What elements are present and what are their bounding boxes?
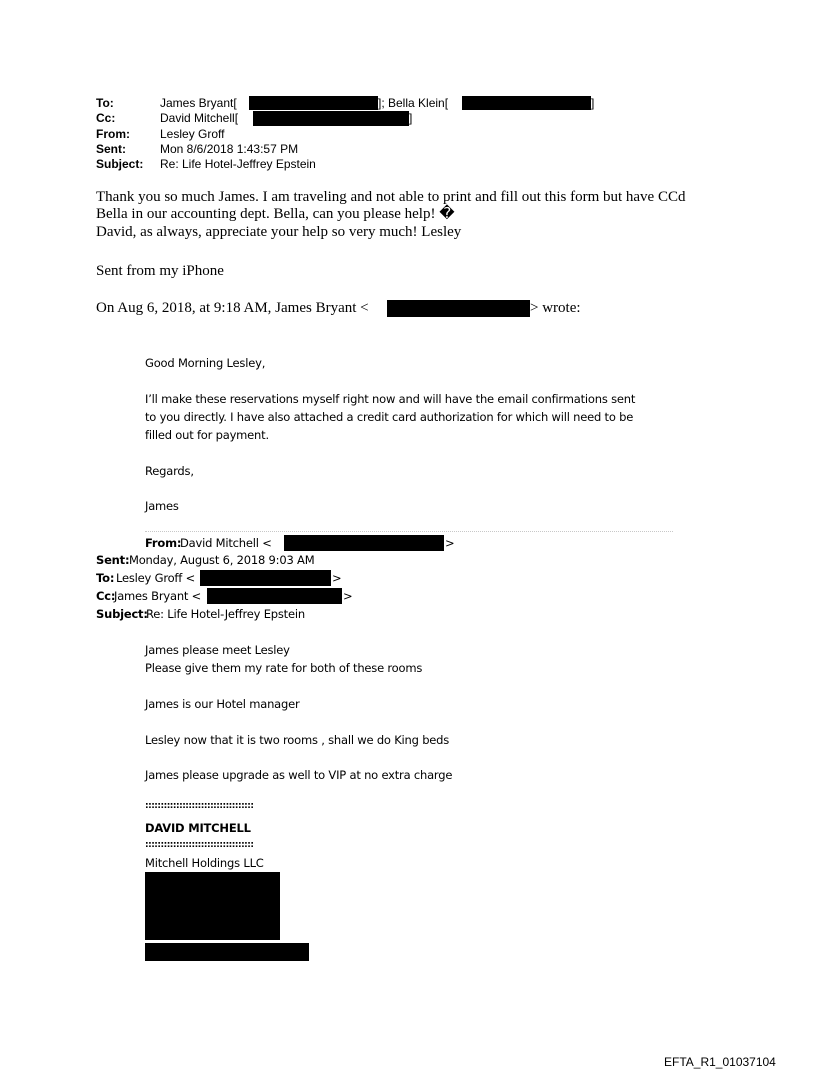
to-value-bella: ]; Bella Klein[ <box>378 96 449 110</box>
james-greeting: Good Morning Lesley, <box>145 356 266 370</box>
to-value-end: ] <box>591 96 595 110</box>
fwd-to-label: To: <box>96 571 115 585</box>
reply-line-2: Bella in our accounting dept. Bella, can you please help! � <box>96 206 455 222</box>
redaction-box <box>387 300 530 317</box>
fwd-from-value: David Mitchell < <box>180 536 272 550</box>
fwd-cc-end: > <box>343 589 353 603</box>
fwd-subject-label: Subject: <box>96 607 148 621</box>
to-value-james: James Bryant[ <box>160 96 237 110</box>
james-para-line-3: filled out for payment. <box>145 428 269 442</box>
quote-intro-end: > wrote: <box>530 300 581 316</box>
fwd-from-end: > <box>445 536 455 550</box>
fwd-sent-value: Monday, August 6, 2018 9:03 AM <box>129 553 315 567</box>
cc-value-end: ] <box>409 111 413 125</box>
david-line-2: Please give them my rate for both of these rooms <box>145 661 423 675</box>
divider <box>145 531 673 532</box>
redaction-box <box>207 588 342 604</box>
from-value: Lesley Groff <box>160 127 225 141</box>
redaction-box <box>145 943 309 961</box>
david-line-4: Lesley now that it is two rooms , shall we do King beds <box>145 733 450 747</box>
james-name: James <box>145 499 179 513</box>
david-line-1: James please meet Lesley <box>145 643 290 657</box>
sent-value: Mon 8/6/2018 1:43:57 PM <box>160 142 299 156</box>
redaction-box <box>253 111 409 126</box>
signature-company: Mitchell Holdings LLC <box>145 856 264 870</box>
cc-value-david: David Mitchell[ <box>160 111 239 125</box>
james-para-line-2: to you directly. I have also attached a credit card authorization for which will need to be <box>145 410 634 424</box>
david-line-5: James please upgrade as well to VIP at no extra charge <box>145 768 453 782</box>
redaction-box <box>284 535 444 551</box>
james-para-line-1: I’ll make these reservations myself right now and will have the email confirmations sent <box>145 392 636 406</box>
fwd-cc-label: Cc: <box>96 589 116 603</box>
cc-label: Cc: <box>96 111 116 125</box>
document-id: EFTA_R1_01037104 <box>664 1055 776 1069</box>
subject-label: Subject: <box>96 157 144 171</box>
quote-intro: On Aug 6, 2018, at 9:18 AM, James Bryant < <box>96 300 369 316</box>
fwd-subject-value: Re: Life Hotel-Jeffrey Epstein <box>146 607 305 621</box>
redaction-box <box>462 96 591 110</box>
james-closing: Regards, <box>145 464 194 478</box>
signature-dots-bottom: ::::::::::::::::::::::::::::::::::: <box>145 840 254 850</box>
fwd-to-value: Lesley Groff < <box>116 571 196 585</box>
sent-from-iphone: Sent from my iPhone <box>96 263 224 279</box>
reply-line-3: David, as always, appreciate your help so very much! Lesley <box>96 224 462 240</box>
signature-dots-top: ::::::::::::::::::::::::::::::::::: <box>145 801 254 811</box>
signature-name: DAVID MITCHELL <box>145 821 251 835</box>
subject-value: Re: Life Hotel-Jeffrey Epstein <box>160 157 316 171</box>
redaction-box <box>200 570 331 586</box>
fwd-to-end: > <box>332 571 342 585</box>
sent-label: Sent: <box>96 142 126 156</box>
fwd-sent-label: Sent: <box>96 553 130 567</box>
redaction-box <box>145 872 280 940</box>
redaction-box <box>249 96 378 110</box>
david-line-3: James is our Hotel manager <box>145 697 300 711</box>
fwd-from-label: From: <box>145 536 182 550</box>
to-label: To: <box>96 96 114 110</box>
reply-line-1: Thank you so much James. I am traveling and not able to print and fill out this form but have CCd <box>96 189 686 205</box>
fwd-cc-value: James Bryant < <box>114 589 202 603</box>
from-label: From: <box>96 127 130 141</box>
